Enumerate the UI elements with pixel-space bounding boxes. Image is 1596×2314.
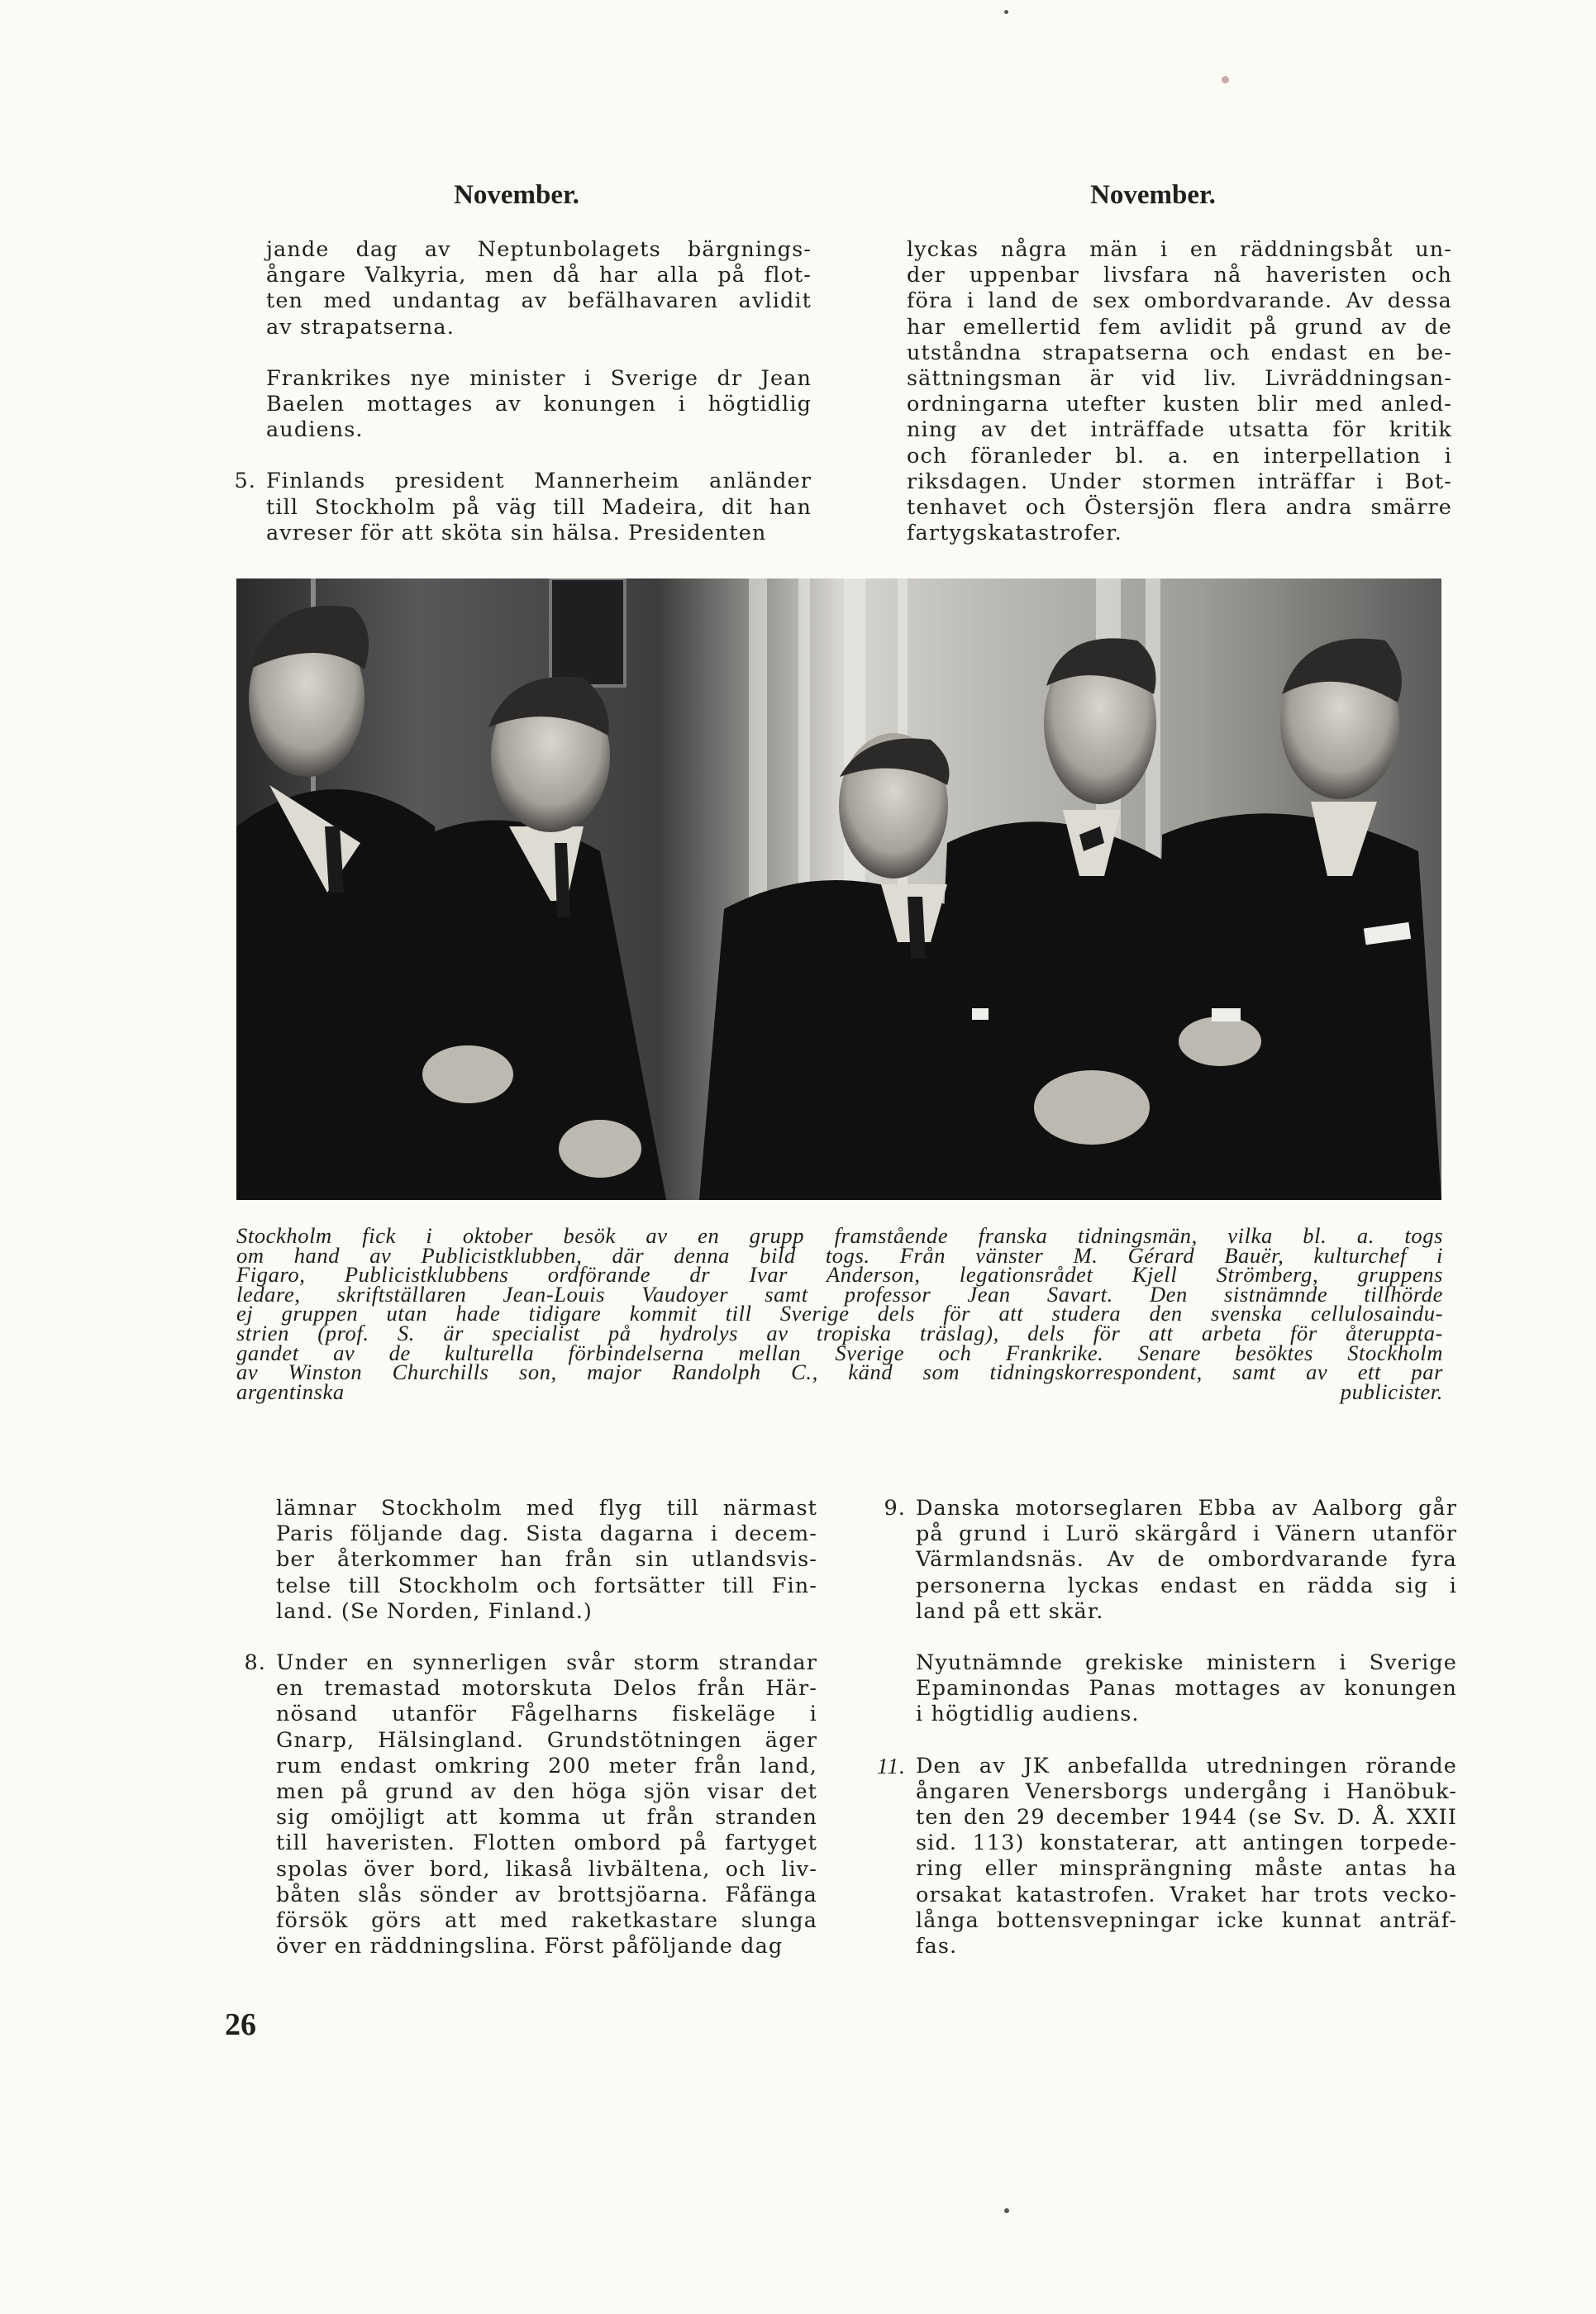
group-photograph (236, 578, 1441, 1200)
text-line: jande dag av Neptunbolagets bärgnings- (266, 237, 812, 262)
text-line: till haveristen. Flotten ombord på fartyget (276, 1831, 817, 1856)
text-line: Under en synnerligen svår storm strandar (276, 1650, 817, 1676)
paragraph-gap (916, 1728, 1457, 1754)
caption-line: Figaro, Publicistklubbens ordförande dr Ivar Anderson, legationsrådet Kjell Strömberg, gruppens (236, 1262, 1443, 1288)
caption-line: ej gruppen utan hade tidigare kommit till Sverige dels för att studera den svenska cellulosaindu- (236, 1301, 1443, 1326)
text-line: sättningsman är vid liv. Livräddningsan- (907, 366, 1452, 392)
text-line: Frankrikes nye minister i Sverige dr Jean (266, 365, 812, 391)
text-line: spolas över bord, likaså livbältena, och liv- (276, 1856, 817, 1882)
caption-line: Stockholm fick i oktober besök av en grupp framstående franska tidningsmän, vilka bl. a. togs (236, 1223, 1443, 1248)
text-line: till Stockholm på väg till Madeira, dit han (266, 494, 812, 520)
text-line: försök görs att med raketkastare slunga (276, 1908, 817, 1934)
text-line: på grund i Lurö skärgård i Vänern utanför (916, 1521, 1457, 1547)
text-line: sid. 113) konstaterar, att antingen torpede- (916, 1831, 1457, 1856)
text-line: der uppenbar livsfara nå haveristen och (907, 263, 1452, 288)
text-line: ångaren Venersborgs undergång i Hanöbuk- (916, 1778, 1457, 1804)
chronicle-entry (876, 1753, 1457, 1960)
text-line: föra i land de sex ombordvarande. Av dessa (907, 288, 1452, 314)
text-line: Nyutnämnde grekiske ministern i Sverige (916, 1650, 1457, 1676)
text-line: ring eller minsprängning måste antas ha (916, 1856, 1457, 1882)
text-line: avreser för att sköta sin hälsa. Presidenten (266, 520, 767, 545)
text-line: lämnar Stockholm med flyg till närmast (276, 1496, 817, 1521)
paragraph-gap (266, 340, 812, 366)
text-line: sig omöjligt att komma ut från stranden (276, 1805, 817, 1831)
column-top-right (907, 237, 1452, 546)
caption-line: ledare, skriftställaren Jean-Louis Vaudoyer samt professor Jean Savart. Den sistnämnde tillhörde (236, 1281, 1443, 1307)
chronicle-entry (266, 366, 812, 444)
caption-line: av Winston Churchills son, major Randolph C., känd som tidningskorrespondent, samt av ett par (236, 1359, 1443, 1385)
text-line: nösand utanför Fågelharns fiskeläge i (276, 1702, 817, 1727)
text-line: lyckas några män i en räddningsbåt un- (907, 237, 1452, 262)
text-line: ten den 29 december 1944 (se Sv. D. Å. XXII (916, 1805, 1457, 1831)
text-line: långa bottensvepningar icke kunnat anträf- (916, 1907, 1457, 1933)
text-line: av strapatserna. (266, 314, 455, 340)
column-bottom-left (244, 1496, 817, 1959)
paragraph-gap (916, 1625, 1457, 1650)
entry-date-number: 9. (884, 1496, 906, 1521)
text-line: riksdagen. Under stormen inträffar i Bot- (907, 469, 1452, 494)
text-line: ber återkommer han från sin utlandsvis- (276, 1547, 817, 1573)
running-header-right: November. (1090, 180, 1216, 210)
text-line: Paris följande dag. Sista dagarna i decem- (276, 1521, 817, 1547)
text-line: Värmlandsnäs. Av de ombordvarande fyra (916, 1547, 1457, 1573)
column-bottom-right (876, 1496, 1457, 1959)
entry-date-number: 11. (876, 1753, 906, 1778)
caption-last-line: argentinska publicister. (236, 1378, 1443, 1404)
text-line: tenhavet och Östersjön flera andra smärre (907, 495, 1452, 521)
entry-date-number: 5. (234, 469, 256, 494)
caption-line: om hand av Publicistklubben, där denna bild togs. Från vänster M. Gérard Bauër, kulturchef i (236, 1242, 1443, 1268)
photo-illustration (236, 578, 1441, 1200)
text-line: Baelen mottages av konungen i högtidlig (266, 392, 812, 417)
chronicle-entry (244, 1650, 817, 1959)
chronicle-entry (884, 1496, 1457, 1625)
caption-line: gandet av de kulturella förbindelserna mellan Sverige och Frankrike. Senare besöktes Stockholm (236, 1340, 1443, 1365)
text-line: utståndna strapatserna och endast en be- (907, 340, 1452, 365)
text-line: ångare Valkyria, men då har alla på flot- (266, 263, 812, 288)
page-number: 26 (225, 2007, 256, 2042)
chronicle-entry (276, 1496, 817, 1625)
text-line: fas. (916, 1934, 958, 1959)
text-line: båten slås sönder av brottsjöarna. Fåfänga (276, 1882, 817, 1907)
text-line: ordningarna utefter kusten blir med anled- (907, 392, 1452, 417)
paragraph-gap (266, 443, 812, 469)
print-speck (1004, 10, 1008, 14)
chronicle-entry (907, 237, 1452, 546)
text-line: Den av JK anbefallda utredningen rörande (916, 1753, 1457, 1778)
chronicle-entry (916, 1650, 1457, 1728)
column-top-left (234, 237, 812, 546)
photo-caption (236, 1223, 1443, 1404)
text-line: en tremastad motorskuta Delos från Här- (276, 1676, 817, 1702)
print-speck (1222, 76, 1229, 83)
paragraph-gap (276, 1625, 817, 1650)
text-line: Danska motorseglaren Ebba av Aalborg går (916, 1496, 1457, 1521)
chronicle-entry (234, 469, 812, 546)
text-line: Gnarp, Hälsingland. Grundstötningen äger (276, 1727, 817, 1753)
text-line: Epaminondas Panas mottages av konungen (916, 1676, 1457, 1702)
text-line: och föranleder bl. a. en interpellation i (907, 443, 1452, 469)
text-line: personerna lyckas endast en rädda sig i (916, 1573, 1457, 1598)
caption-line: strien (prof. S. är specialist på hydrolys av tropiska träslag), dels för att arbeta för återuppta- (236, 1320, 1443, 1345)
chronicle-entry (266, 237, 812, 340)
text-line: ning av det inträffade utsatta för kritik (907, 417, 1452, 443)
text-line: i högtidlig audiens. (916, 1702, 1140, 1727)
text-line: rum endast omkring 200 meter från land, (276, 1753, 817, 1778)
text-line: telse till Stockholm och fortsätter till Fin- (276, 1573, 817, 1598)
entry-date-number: 8. (244, 1650, 266, 1676)
text-line: land på ett skär. (916, 1598, 1104, 1624)
text-line: men på grund av den höga sjön visar det (276, 1779, 817, 1805)
text-line: ten med undantag av befälhavaren avlidit (266, 288, 812, 314)
text-line: har emellertid fem avlidit på grund av de (907, 314, 1452, 340)
print-speck (1004, 2208, 1009, 2213)
text-line: Finlands president Mannerheim anländer (266, 469, 812, 494)
text-line: land. (Se Norden, Finland.) (276, 1598, 593, 1624)
text-line: audiens. (266, 417, 364, 443)
running-header-left: November. (454, 180, 579, 210)
text-line: över en räddningslina. Först påföljande dag (276, 1934, 784, 1959)
text-line: fartygskatastrofer. (907, 521, 1122, 546)
text-line: orsakat katastrofen. Vraket har trots vecko- (916, 1882, 1457, 1907)
